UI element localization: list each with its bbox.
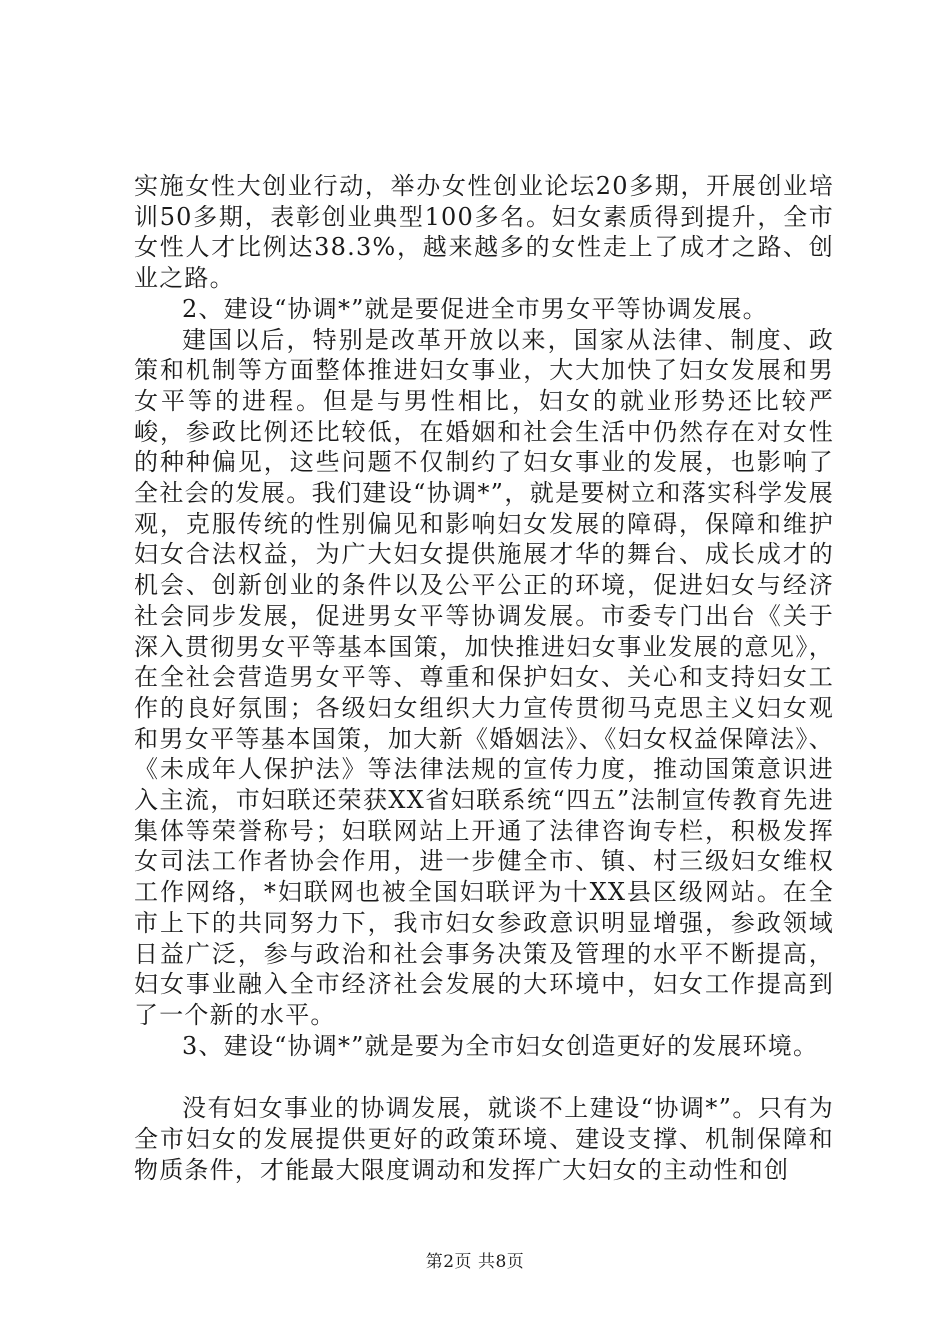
body-paragraph: 没有妇女事业的协调发展，就谈不上建设“协调*”。只有为全市妇女的发展提供更好的政策环境、建设支撑、机制保障和物质条件，才能最大限度调动和发挥广大妇女的主动性和创 bbox=[134, 1094, 834, 1184]
document-body bbox=[134, 171, 834, 1186]
section-heading-2: 2、建设“协调*”就是要促进全市男女平等协调发展。 bbox=[182, 294, 768, 323]
paragraph-gap bbox=[134, 1061, 834, 1093]
body-paragraph: 建国以后，特别是改革开放以来，国家从法律、制度、政策和机制等方面整体推进妇女事业，大大加快了妇女发展和男女平等的进程。但是与男性相比，妇女的就业形势还比较严峻，参政比例还比较低，在婚姻和社会生活中仍然存在对女性的种种偏见，这些问题不仅制约了妇女事业的发展，也影响了全社会的发展。我们建设“协调*”，就是要树立和落实科学发展观，克服传统的性别偏见和影响妇女发展的障碍，保障和维护妇女合法权益，为广大妇女提供施展才华的舞台、成长成才的机会、创新创业的条件以及公平公正的环境，促进妇女与经济社会同步发展，促进男女平等协调发展。市委专门出台《关于深入贯彻男女平等基本国策，加快推进妇女事业发展的意见》，在全社会营造男女平等、尊重和保护妇女、关心和支持妇女工作的良好氛围；各级妇女组织大力宣传贯彻马克思主义妇女观和男女平等基本国策，加大新《婚姻法》、《妇女权益保障法》、《未成年人保护法》等法律法规的宣传力度，推动国策意识进入主流，市妇联还荣获XX省妇联系统“四五”法制宣传教育先进集体等荣誉称号；妇联网站上开通了法律咨询专栏，积极发挥女司法工作者协会作用，进一步健全市、镇、村三级妇女维权工作网络，*妇联网也被全国妇联评为十XX县区级网站。在全市上下的共同努力下，我市妇女参政意识明显增强，参政领域日益广泛，参与政治和社会事务决策及管理的水平不断提高，妇女事业融入全市经济社会发展的大环境中，妇女工作提高到了一个新的水平。 bbox=[134, 325, 834, 1029]
section-heading-3: 3、建设“协调*”就是要为全市妇女创造更好的发展环境。 bbox=[182, 1031, 819, 1060]
page-number-footer: 第2页 共8页 bbox=[425, 1252, 525, 1272]
body-paragraph-continued: 实施女性大创业行动，举办女性创业论坛20多期，开展创业培训50多期，表彰创业典型100多名。妇女素质得到提升，全市女性人才比例达38.3%，越来越多的女性走上了成才之路、创业之路。 bbox=[134, 172, 834, 293]
